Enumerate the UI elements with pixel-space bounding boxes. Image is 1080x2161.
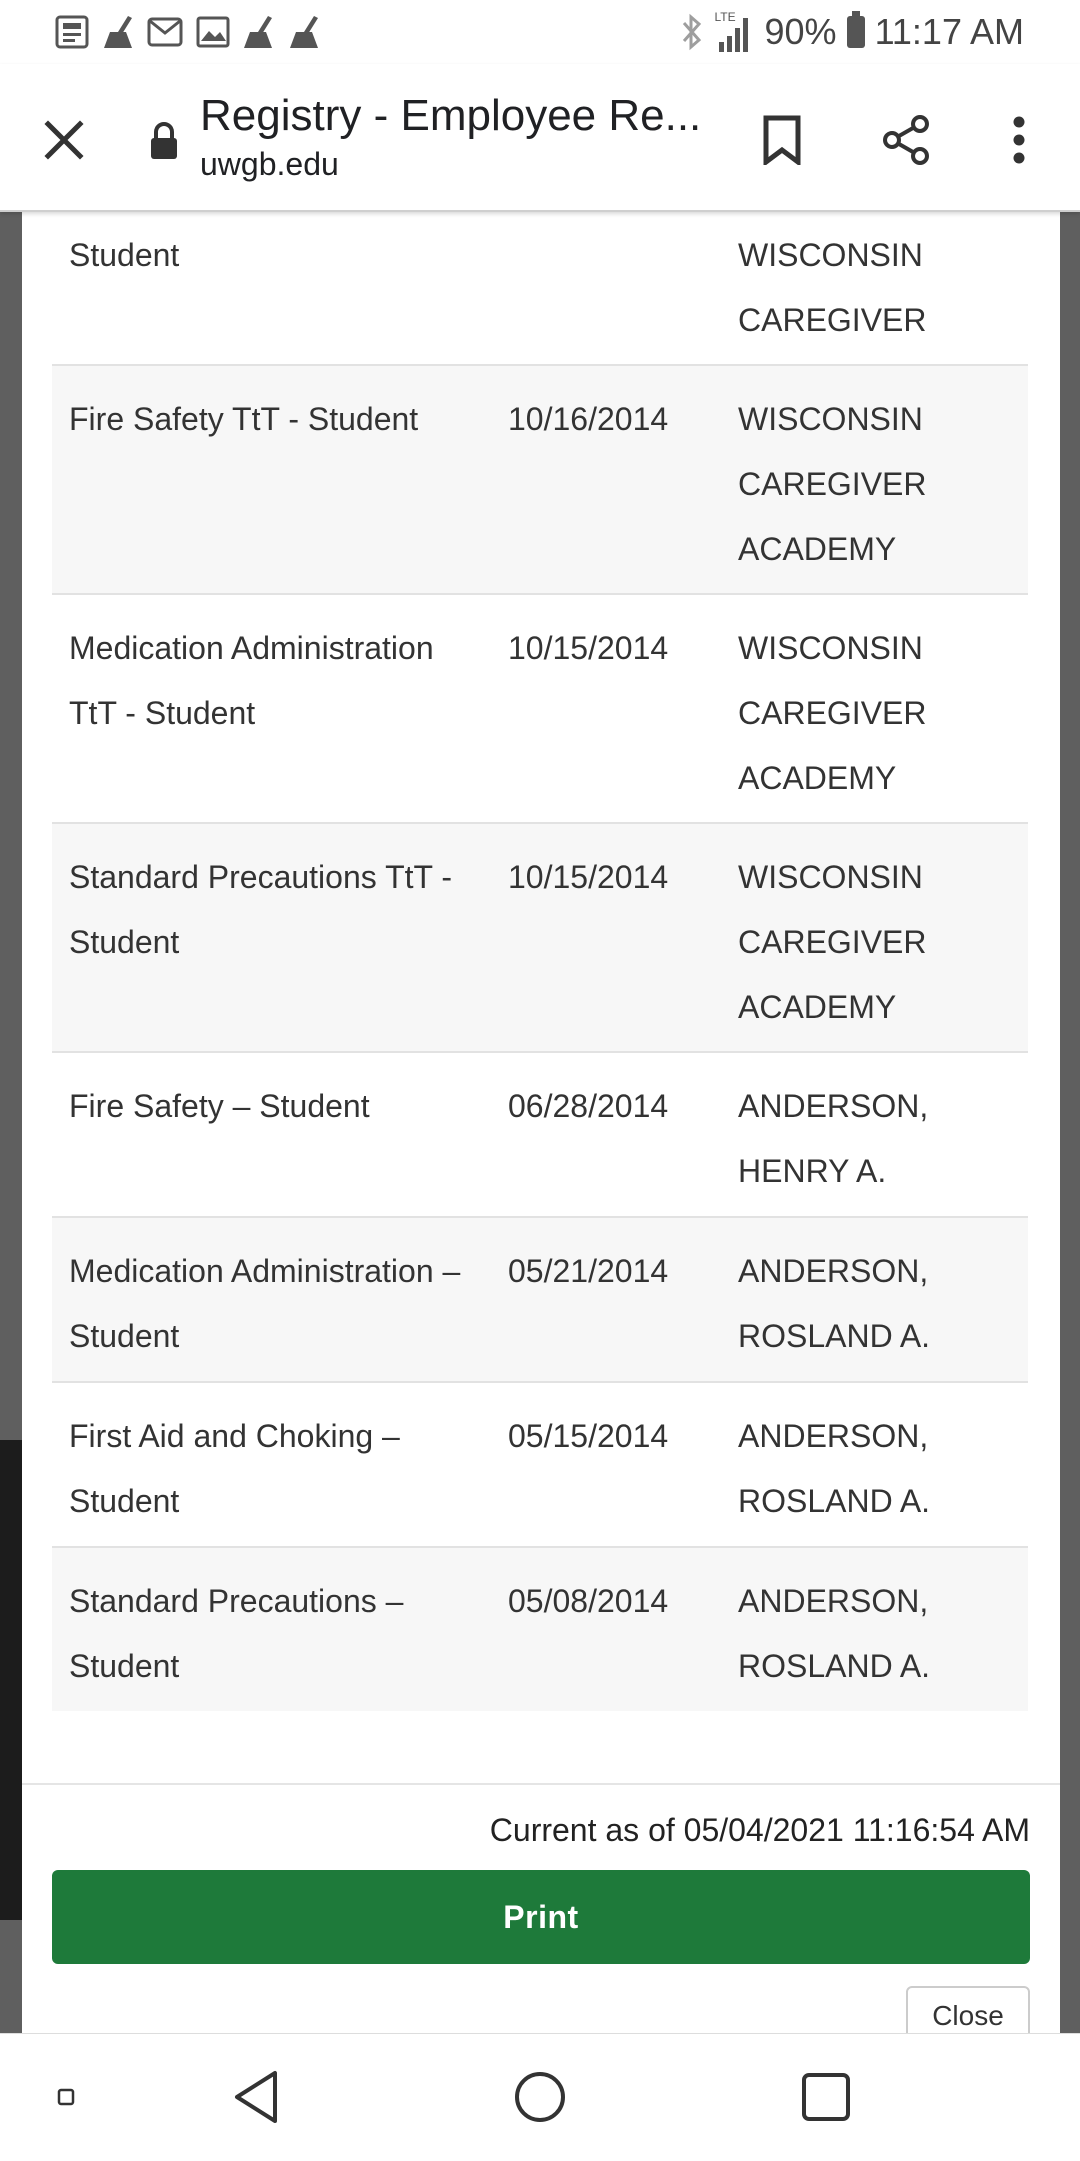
table-row bbox=[52, 1548, 1028, 1711]
bluetooth-icon bbox=[679, 12, 705, 52]
current-as-of-text: Current as of 05/04/2021 11:16:54 AM bbox=[489, 1812, 1030, 1848]
status-bar bbox=[0, 0, 1080, 64]
system-nav-bar bbox=[0, 2033, 1080, 2161]
instructor: WISCONSIN CAREGIVER bbox=[738, 237, 927, 338]
completion-date: 10/16/2014 bbox=[508, 401, 669, 437]
recents-dot-button[interactable] bbox=[44, 2064, 88, 2130]
table-row bbox=[52, 210, 1028, 366]
table-row bbox=[52, 366, 1028, 595]
table-row bbox=[52, 595, 1028, 824]
course-name: Standard Precautions TtT - Student bbox=[69, 859, 453, 960]
completion-date: 05/08/2014 bbox=[508, 1583, 669, 1619]
gmail-icon bbox=[146, 12, 186, 52]
broom-icon bbox=[240, 12, 280, 52]
battery-icon bbox=[847, 16, 865, 48]
completion-date: 05/15/2014 bbox=[508, 1418, 669, 1454]
share-icon bbox=[879, 113, 933, 167]
clock: 11:17 AM bbox=[874, 11, 1024, 52]
table-row bbox=[52, 824, 1028, 1053]
course-name: First Aid and Choking – Student bbox=[69, 1418, 400, 1519]
overflow-menu-button[interactable] bbox=[994, 104, 1044, 176]
browser-toolbar bbox=[0, 64, 1080, 212]
backdrop-left-edge bbox=[0, 210, 22, 2033]
close-icon bbox=[42, 118, 86, 162]
table-row bbox=[52, 1053, 1028, 1218]
completion-date: 10/15/2014 bbox=[508, 630, 669, 666]
back-button[interactable] bbox=[216, 2064, 296, 2130]
registry-modal bbox=[22, 210, 1060, 2033]
instructor: WISCONSIN CAREGIVER ACADEMY bbox=[738, 630, 927, 796]
instructor: WISCONSIN CAREGIVER ACADEMY bbox=[738, 859, 927, 1025]
print-button[interactable]: Print bbox=[52, 1870, 1030, 1964]
home-button[interactable] bbox=[500, 2064, 580, 2130]
image-icon bbox=[194, 12, 234, 52]
broom-icon bbox=[286, 12, 326, 52]
page-url: uwgb.edu bbox=[200, 146, 339, 182]
close-button[interactable]: Close bbox=[906, 1986, 1030, 2033]
share-button[interactable] bbox=[870, 104, 942, 176]
network-label: LTE bbox=[714, 10, 736, 24]
course-name: Fire Safety – Student bbox=[69, 1088, 370, 1124]
broom-icon bbox=[100, 12, 140, 52]
backdrop-right-edge bbox=[1060, 210, 1080, 2033]
table-row bbox=[52, 1383, 1028, 1548]
completion-date: 06/28/2014 bbox=[508, 1088, 669, 1124]
bookmark-button[interactable] bbox=[746, 104, 818, 176]
course-name: Fire Safety TtT - Student bbox=[69, 401, 419, 437]
home-icon bbox=[512, 2069, 568, 2125]
more-vert-icon bbox=[1012, 116, 1026, 164]
table-row bbox=[52, 1218, 1028, 1383]
completion-date: 05/21/2014 bbox=[508, 1253, 669, 1289]
training-table bbox=[52, 210, 1028, 1711]
course-name: Medication Administration – Student bbox=[69, 1253, 461, 1354]
overview-button[interactable] bbox=[786, 2064, 866, 2130]
lock-button[interactable] bbox=[142, 116, 186, 166]
instructor: WISCONSIN CAREGIVER ACADEMY bbox=[738, 401, 927, 567]
title-block[interactable] bbox=[200, 88, 720, 184]
overview-icon bbox=[800, 2071, 852, 2123]
course-name: Standard Precautions – Student bbox=[69, 1583, 404, 1684]
instructor: ANDERSON, ROSLAND A. bbox=[738, 1583, 931, 1684]
signal-icon bbox=[715, 10, 755, 54]
back-icon bbox=[231, 2069, 281, 2125]
newspaper-icon bbox=[54, 12, 94, 52]
modal-footer-divider bbox=[22, 1783, 1060, 1785]
instructor: ANDERSON, ROSLAND A. bbox=[738, 1253, 931, 1354]
instructor: ANDERSON, ROSLAND A. bbox=[738, 1418, 931, 1519]
instructor: ANDERSON, HENRY A. bbox=[738, 1088, 929, 1189]
recents-dot-icon bbox=[57, 2088, 75, 2106]
course-name: Medication Administration TtT - Student bbox=[69, 630, 434, 731]
course-name: Student bbox=[69, 237, 180, 273]
completion-date: 10/15/2014 bbox=[508, 859, 669, 895]
lock-icon bbox=[148, 121, 180, 161]
page-title: Registry - Employee Re... bbox=[200, 91, 702, 140]
close-tab-button[interactable] bbox=[28, 104, 100, 176]
battery-percent: 90% bbox=[764, 11, 837, 52]
status-right bbox=[679, 6, 1025, 58]
bookmark-icon bbox=[762, 115, 802, 165]
